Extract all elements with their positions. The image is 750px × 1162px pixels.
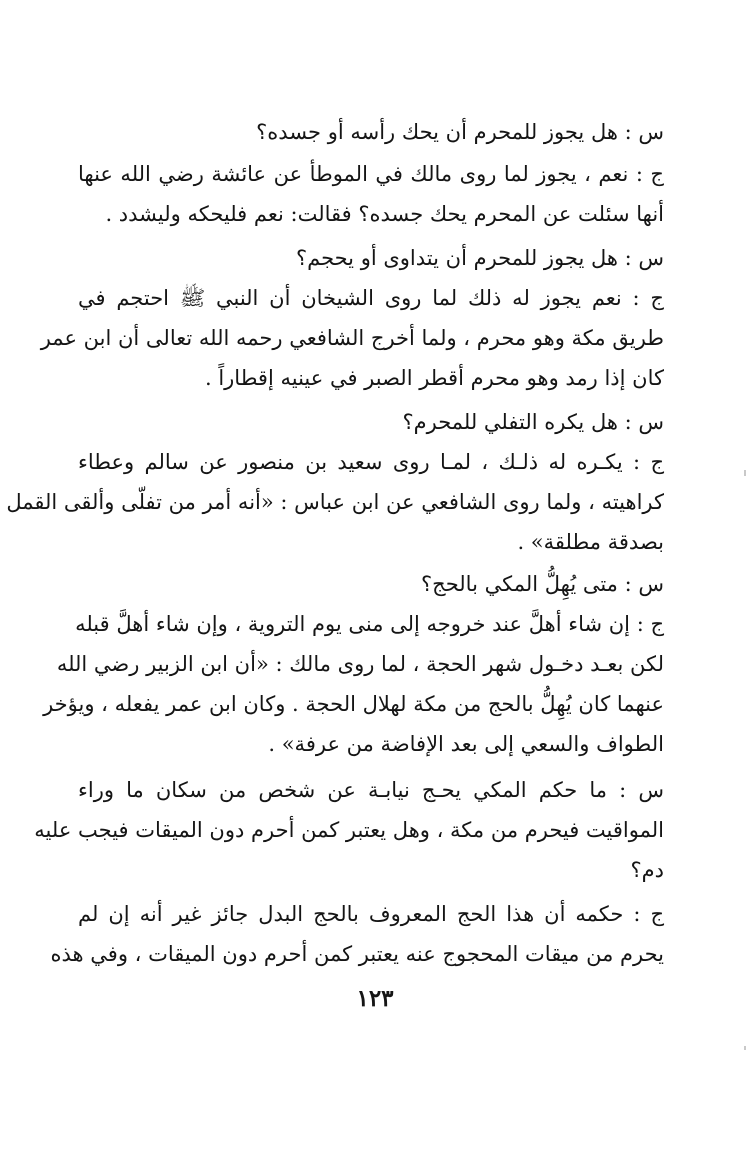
answer-makki-ihlal: ج : إن شاء أهلَّ عند خروجه إلى منى يوم التروية ، وإن شاء أهلَّ قبله: [75, 612, 664, 636]
answer-treatment: ج : نعم يجوز له ذلك لما روى الشيخان أن النبي ﷺ احتجم في: [78, 286, 664, 310]
answer-treatment-cont-2: كان إذا رمد وهو محرم أقطر الصبر في عينيه إقطاراً .: [204, 366, 664, 390]
answer-makki-ihlal-cont-1: لكن بعـد دخـول شهر الحجة ، لما روى مالك : «أن ابن الزبير رضي الله: [56, 652, 664, 676]
answer-makki-ihlal-cont-2: عنهما كان يُهِلُّ بالحج من مكة لهلال الحجة . وكان ابن عمر يفعله ، ويؤخر: [43, 692, 664, 716]
answer-treatment-cont-1: طريق مكة وهو محرم ، ولما أخرج الشافعي رحمه الله تعالى أن ابن عمر: [40, 326, 664, 350]
question-proxy-hajj-cont-2: دم؟: [630, 858, 664, 882]
question-scratch-head: س : هل يجوز للمحرم أن يحك رأسه أو جسده؟: [256, 120, 664, 144]
answer-scratch-head: ج : نعم ، يجوز لما روى مالك في الموطأ عن عائشة رضي الله عنها: [78, 162, 664, 186]
answer-proxy-hajj: ج : حكمه أن هذا الحج المعروف بالحج البدل جائز غير أنه إن لم: [78, 902, 664, 926]
question-proxy-hajj-cont-1: المواقيت فيحرم من مكة ، وهل يعتبر كمن أحرم دون الميقات فيجب عليه: [34, 818, 664, 842]
answer-lice: ج : يكـره له ذلـك ، لمـا روى سعيد بن منصور عن سالم وعطاء: [78, 450, 664, 474]
answer-makki-ihlal-cont-3: الطواف والسعي إلى بعد الإفاضة من عرفة» .: [268, 732, 664, 756]
page-number: ١٢٣: [356, 985, 394, 1012]
question-treatment: س : هل يجوز للمحرم أن يتداوى أو يحجم؟: [295, 246, 664, 270]
scan-speck: [744, 1046, 746, 1050]
question-makki-ihlal: س : متى يُهِلُّ المكي بالحج؟: [421, 572, 664, 596]
answer-lice-cont-1: كراهيته ، ولما روى الشافعي عن ابن عباس : «أنه أمر من تفلّى وألقى القمل: [6, 490, 664, 514]
scan-speck: [744, 470, 746, 476]
question-lice: س : هل يكره التفلي للمحرم؟: [402, 410, 664, 434]
answer-proxy-hajj-cont: يحرم من ميقات المحجوج عنه يعتبر كمن أحرم دون الميقات ، وفي هذه: [50, 942, 664, 966]
page-body: [6, 112, 664, 1112]
answer-scratch-head-cont: أنها سئلت عن المحرم يحك جسده؟ فقالت: نعم فليحكه وليشدد .: [105, 202, 664, 226]
question-proxy-hajj: س : ما حكم المكي يحـج نيابـة عن شخص من سكان ما وراء: [78, 778, 664, 802]
answer-lice-cont-2: بصدقة مطلقة» .: [517, 530, 664, 554]
